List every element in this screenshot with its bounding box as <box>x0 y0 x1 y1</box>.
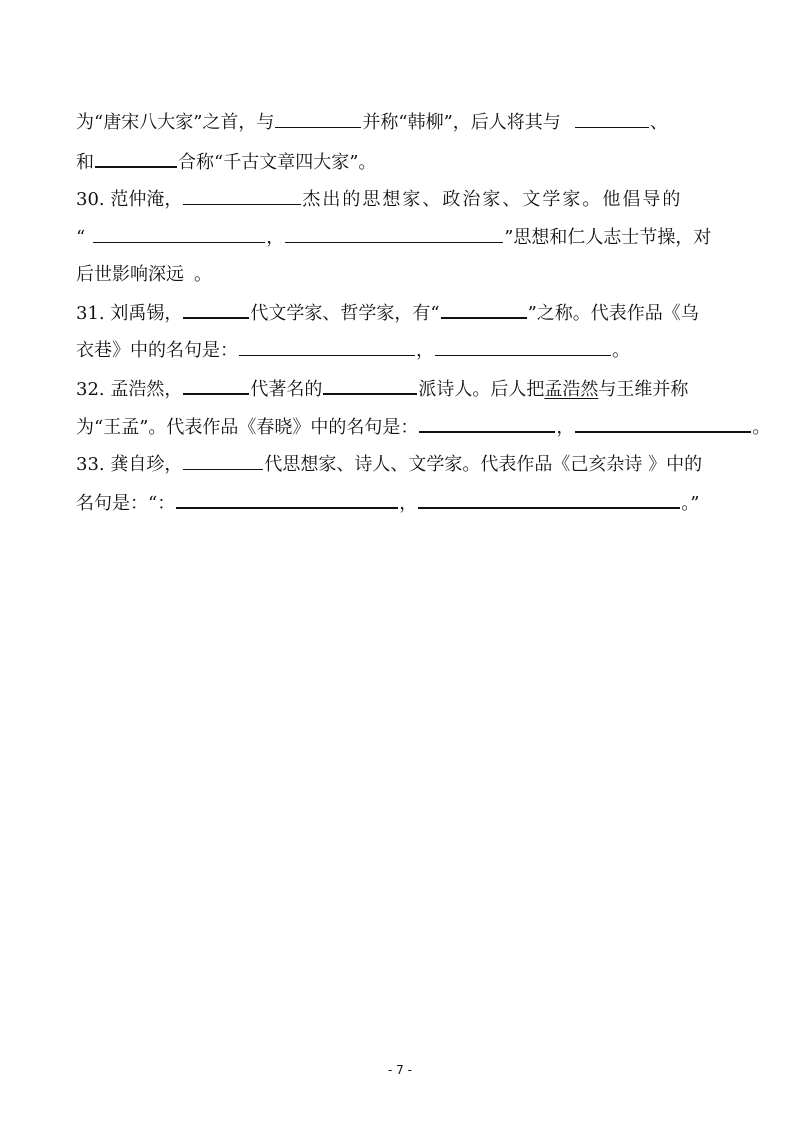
text: 合称“千古文章四大家”。 <box>178 152 377 173</box>
line-3 <box>76 184 726 214</box>
fill-blank[interactable] <box>285 222 503 243</box>
line-4 <box>76 222 726 252</box>
line-7 <box>76 335 726 365</box>
text: 与王维并称 <box>598 379 689 400</box>
line-1 <box>76 107 726 137</box>
line-10 <box>76 449 726 479</box>
fill-blank[interactable] <box>323 373 417 395</box>
text: 33. 龚自珍， <box>76 454 183 475</box>
line-9 <box>76 411 771 441</box>
text: 衣巷》中的名句是： <box>76 340 238 361</box>
fill-blank[interactable] <box>435 335 611 356</box>
fill-blank[interactable] <box>239 335 415 356</box>
text: 、 <box>649 112 668 133</box>
fill-blank[interactable] <box>418 487 680 509</box>
text: 32. 孟浩然， <box>76 379 183 400</box>
fill-blank[interactable] <box>183 449 263 470</box>
text: 。” <box>681 493 700 514</box>
line-6 <box>76 297 726 327</box>
fill-blank[interactable] <box>176 487 398 509</box>
fill-blank[interactable] <box>441 297 527 319</box>
line-8 <box>76 373 726 403</box>
text: 代文学家、哲学家，有“ <box>250 303 440 324</box>
text: 为“唐宋八大家”之首，与 <box>76 112 275 133</box>
page-number: - 7 - <box>388 1063 412 1077</box>
text: ， <box>416 340 434 361</box>
text: 。 <box>612 340 630 361</box>
line-11 <box>76 487 726 517</box>
text: 派诗人。后人把 <box>418 379 545 400</box>
line-5 <box>76 260 726 290</box>
underlined-text: 孟浩然 <box>544 379 599 400</box>
text: 30. 范仲淹， <box>76 189 183 210</box>
fill-blank[interactable] <box>183 297 249 319</box>
text: 。 <box>752 417 771 438</box>
text: 31. 刘禹锡， <box>76 303 183 324</box>
text: 和 <box>76 152 94 173</box>
fill-blank[interactable] <box>93 222 265 243</box>
text: 代思想家、诗人、文学家。代表作品《己亥杂诗 》中的 <box>264 454 703 475</box>
text: “ <box>76 227 86 248</box>
text: 。 <box>194 264 212 285</box>
text: ， <box>556 417 575 438</box>
fill-blank[interactable] <box>575 411 751 433</box>
text: ”思想和仁人志士节操，对 <box>504 227 712 248</box>
text: 后世影响深远 <box>76 264 184 285</box>
text: ”之称。代表作品《乌 <box>527 303 699 324</box>
text: ， <box>399 493 418 514</box>
text: 名句是：“： <box>76 493 176 514</box>
fill-blank[interactable] <box>275 107 361 128</box>
text: ， <box>266 227 285 248</box>
fill-blank[interactable] <box>575 107 649 128</box>
text: 杰出的思想家、政治家、文学家。他倡导的 <box>302 189 683 210</box>
text: 并称“韩柳”，后人将其与 <box>362 112 561 133</box>
fill-blank[interactable] <box>95 146 177 168</box>
fill-blank[interactable] <box>183 184 301 205</box>
text: 代著名的 <box>250 379 323 400</box>
fill-blank[interactable] <box>183 373 249 395</box>
line-2 <box>76 146 726 176</box>
text: 为“王孟”。代表作品《春晓》中的名句是： <box>76 417 419 438</box>
fill-blank[interactable] <box>419 411 555 433</box>
